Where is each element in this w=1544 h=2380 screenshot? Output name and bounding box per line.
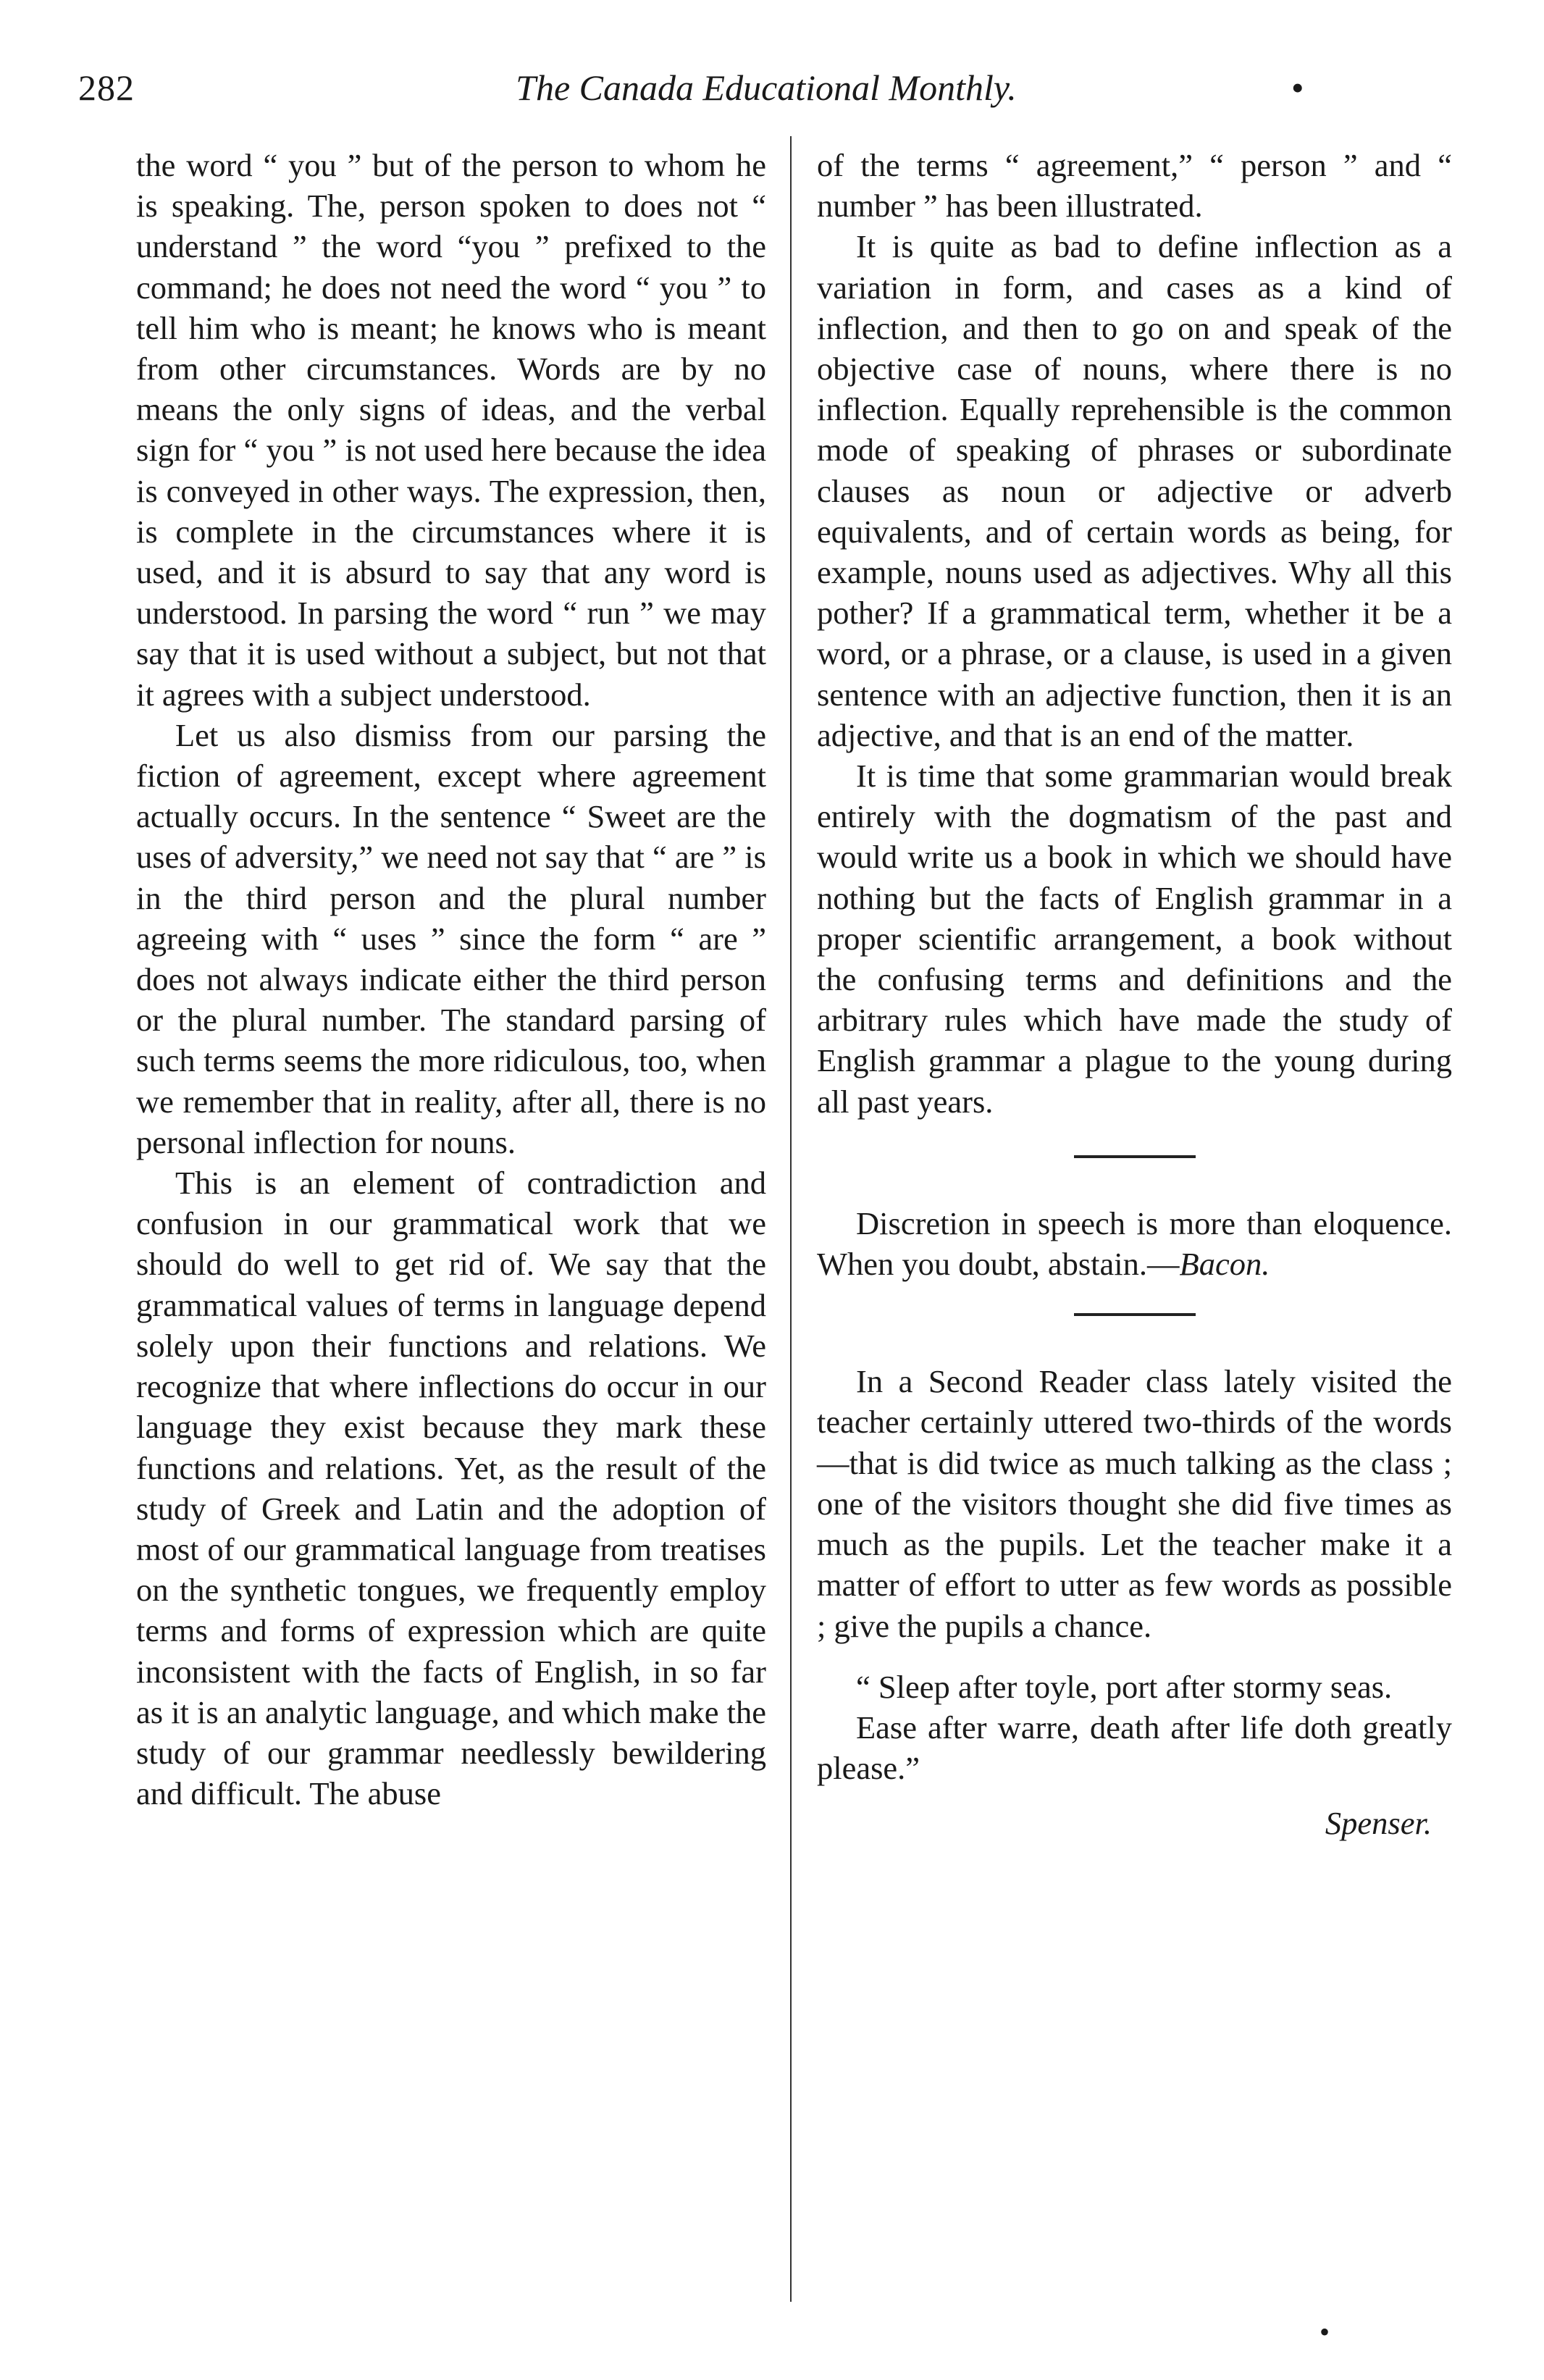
section-separator (1074, 1155, 1196, 1158)
bacon-quote-text: Discretion in speech is more than eloquence. When you doubt, abstain.— (817, 1204, 1452, 1283)
right-paragraph-2: It is quite as bad to define inflection as a variation in form, and cases as a kind of inflection, and then to go on and speak of the objective case of nouns, where there is no inflection. Equally reprehensible is the common mode of speaking of phrases or subordinate clauses as noun or adjective or adverb equivalents, and of certain words as being, for example, nouns used as adjectives. Why all this pother? If a grammatical term, whether it be a word, or a phrase, or a clause, is used in a given sentence with an adjective function, then it is an adjective, and that is an end of the matter. (817, 228, 1452, 753)
footer-mark: • (1319, 2316, 1330, 2348)
page-header (78, 67, 1454, 125)
spenser-attribution: Spenser. (1325, 1805, 1432, 1842)
running-title: The Canada Educational Monthly. (516, 67, 1017, 108)
right-paragraph-3: It is time that some grammarian would break entirely with the dogmatism of the past and would write us a book in which we should have nothing but the facts of English grammar in a proper scientific arrangement, a book without the confusing terms and definitions and the arbitrary rules which have made the study of English grammar a plague to the young during all past years. (817, 758, 1452, 1120)
right-paragraph-1: of the terms “ agreement,” “ person ” and “ number ” has been illustrated. (817, 147, 1452, 225)
left-paragraph-2: Let us also dismiss from our parsing the fiction of agreement, except where agreement actually occurs. In the sentence “ Sweet are the uses of adversity,” we need not say that “ are ” is in the third person and the plural number agreeing with “ uses ” since the form “ are ” does not always indicate either the third person or the plural number. The standard parsing of such terms seems the more ridiculous, too, when we remember that in reality, after all, there is no personal inflection for nouns. (136, 716, 766, 1160)
left-paragraph-3: This is an element of contradiction and confusion in our grammatical work that we should do well to get rid of. We say that the grammatical values of terms in language depend solely upon their functions and relations. We recognize that where inflections do occur in our language they exist because they mark these functions and relations. Yet, as the result of the study of Greek and Latin and the adoption of most of our grammatical language from treatises on the synthetic tongues, we frequently employ terms and forms of expression which are quite inconsistent with the facts of English, in so far as it is an analytic language, and which make the study of our grammar needlessly bewildering and difficult. The abuse (136, 1165, 766, 1812)
bacon-attribution: Bacon. (1179, 1246, 1270, 1283)
page-number: 282 (78, 67, 135, 108)
reader-class-note: In a Second Reader class lately visited the teacher certainly uttered two-thirds of the words—that is did twice as much talking as the class ; one of the visitors thought she did five times as much as the pupils. Let the teacher make it a matter of effort to utter as few words as possible ; give the pupils a chance. (817, 1363, 1452, 1644)
spenser-quote-line-2: Ease after warre, death after life doth greatly please.” (817, 1709, 1452, 1787)
section-separator (1074, 1313, 1196, 1316)
right-column (817, 145, 1452, 1844)
column-divider (790, 136, 792, 2302)
spenser-quote-line-1: “ Sleep after toyle, port after stormy seas. (856, 1668, 1393, 1705)
left-column (136, 145, 766, 1814)
left-paragraph-1: the word “ you ” but of the person to whom he is speaking. The, person spoken to does not “ understand ” the word “you ” prefixed to the command; he does not need the word “ you ” to tell him who is meant; he knows who is meant from other circumstances. Words are by no means the only signs of ideas, and the verbal sign for “ you ” is not used here because the idea is conveyed in other ways. The expression, then, is complete in the circumstances where it is used, and it is absurd to say that any word is understood. In parsing the word “ run ” we may say that it is used without a subject, but not that it agrees with a subject understood. (136, 147, 766, 713)
header-mark: • (1291, 67, 1304, 108)
bacon-quote (817, 1203, 1452, 1284)
